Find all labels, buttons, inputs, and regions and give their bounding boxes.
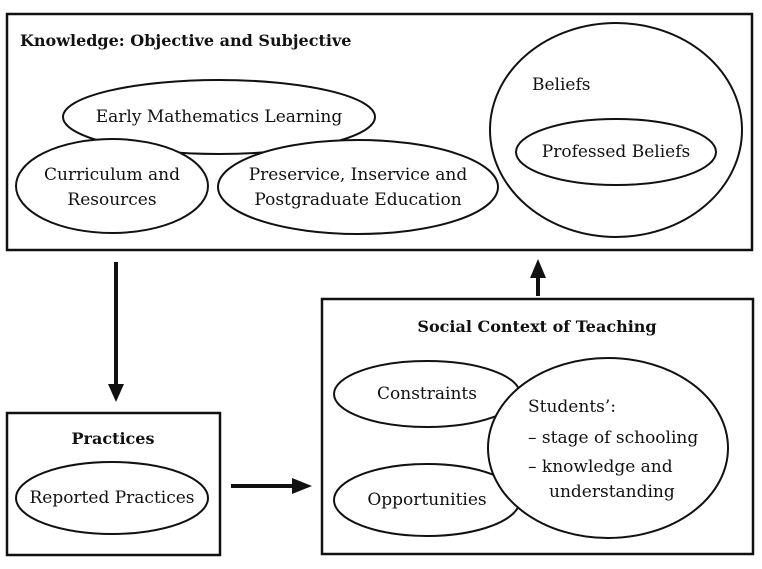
arrow-knowledge-to-practices-head xyxy=(108,384,124,402)
curriculum-label-line2: Resources xyxy=(67,190,157,210)
education-label-line2: Postgraduate Education xyxy=(254,190,462,210)
students-ellipse xyxy=(488,358,728,538)
students-item-understanding: understanding xyxy=(549,482,675,502)
arrow-social-to-beliefs-head xyxy=(530,259,546,278)
curriculum-label-line1: Curriculum and xyxy=(44,165,180,185)
education-ellipse xyxy=(218,140,498,234)
professed-beliefs-label: Professed Beliefs xyxy=(541,142,691,162)
beliefs-title: Beliefs xyxy=(532,75,591,95)
knowledge-title: Knowledge: Objective and Subjective xyxy=(20,31,352,50)
opportunities-label: Opportunities xyxy=(367,490,487,510)
practices-title: Practices xyxy=(71,429,155,448)
early-math-label: Early Mathematics Learning xyxy=(95,107,343,127)
arrow-practices-to-social-head xyxy=(292,478,312,494)
education-label-line1: Preservice, Inservice and xyxy=(248,165,468,185)
social-context-title: Social Context of Teaching xyxy=(417,317,657,336)
students-title: Students’: xyxy=(528,397,617,417)
constraints-label: Constraints xyxy=(377,384,477,404)
students-item-stage: – stage of schooling xyxy=(528,428,699,448)
curriculum-ellipse xyxy=(16,139,208,233)
reported-practices-label: Reported Practices xyxy=(29,488,195,508)
students-item-knowledge: – knowledge and xyxy=(528,457,673,477)
